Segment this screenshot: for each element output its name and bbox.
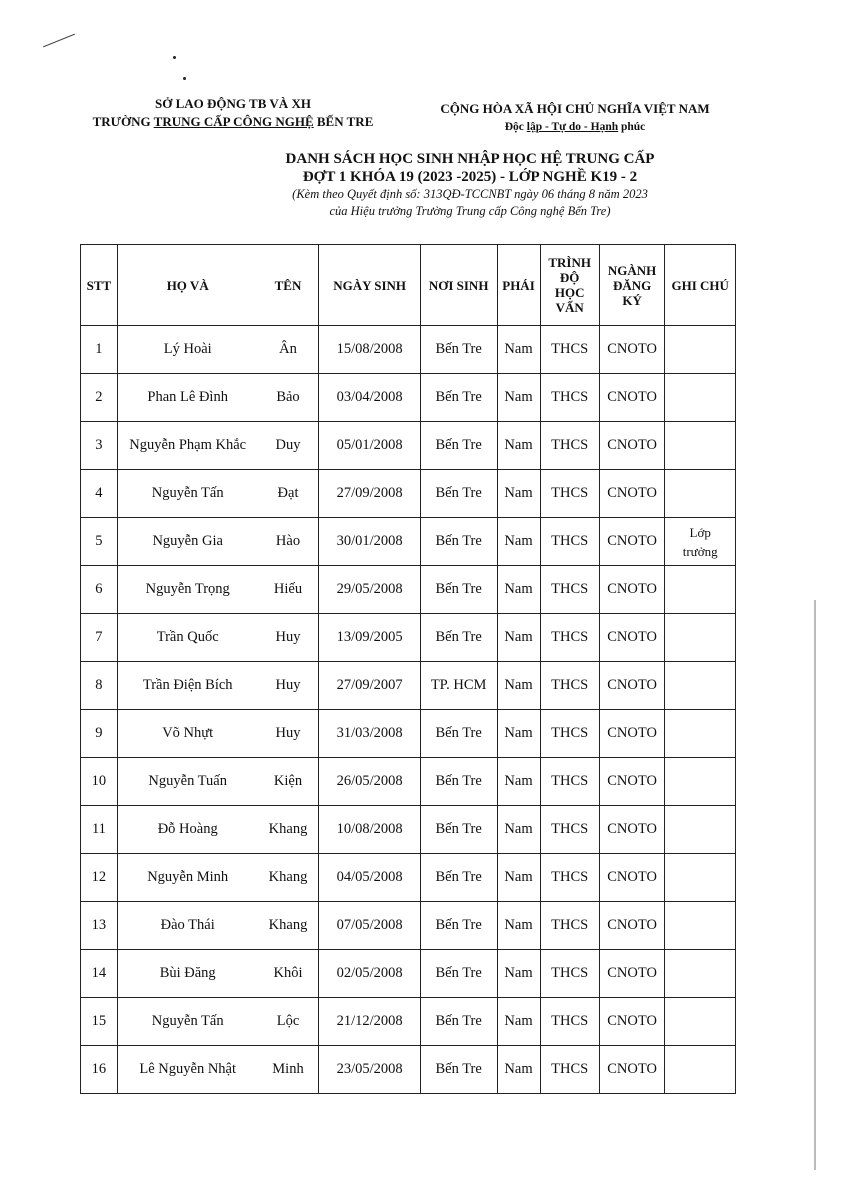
cell-phai: Nam <box>497 662 540 710</box>
cell-ten: Ân <box>258 326 319 374</box>
cell-noi-sinh: Bến Tre <box>420 470 497 518</box>
cell-stt: 6 <box>81 566 118 614</box>
header-nganh-line: KÝ <box>622 292 642 308</box>
cell-ngay-sinh: 29/05/2008 <box>319 566 420 614</box>
cell-ten: Đạt <box>258 470 319 518</box>
cell-ghi-chu <box>665 566 736 614</box>
header-trinh-do-line: ĐỘ <box>559 270 580 285</box>
note-line: trưởng <box>682 543 718 559</box>
header-phai: PHÁI <box>497 245 540 326</box>
header-nganh-line: ĐĂNG <box>612 277 652 293</box>
cell-ho: Phan Lê Đình <box>117 374 257 422</box>
cell-ho: Trần Quốc <box>117 614 257 662</box>
cell-ngay-sinh: 27/09/2008 <box>319 470 420 518</box>
cell-ghi-chu <box>665 518 736 566</box>
cell-nganh: CNOTO <box>599 758 665 806</box>
cell-ngay-sinh: 26/05/2008 <box>319 758 420 806</box>
cell-ten: Khang <box>258 854 319 902</box>
cell-ngay-sinh: 23/05/2008 <box>319 1046 420 1094</box>
cell-stt: 13 <box>81 902 118 950</box>
agency-underlined: TRUNG CẤP CÔNG NGHỆ <box>153 114 314 129</box>
document-title-block <box>200 150 740 220</box>
cell-ho: Bùi Đăng <box>117 950 257 998</box>
cell-trinh-do: THCS <box>540 710 599 758</box>
cell-noi-sinh: Bến Tre <box>420 758 497 806</box>
cell-trinh-do: THCS <box>540 806 599 854</box>
cell-stt: 9 <box>81 710 118 758</box>
table-row <box>81 614 736 662</box>
national-motto <box>425 118 725 136</box>
cell-phai: Nam <box>497 470 540 518</box>
cell-ghi-chu <box>665 662 736 710</box>
cell-noi-sinh: Bến Tre <box>420 518 497 566</box>
cell-ghi-chu <box>665 614 736 662</box>
speck-mark <box>183 77 186 80</box>
header-nganh-line: NGÀNH <box>607 262 657 278</box>
table-row <box>81 1046 736 1094</box>
cell-trinh-do: THCS <box>540 662 599 710</box>
cell-ngay-sinh: 21/12/2008 <box>319 998 420 1046</box>
scan-edge-line <box>814 600 816 1170</box>
speck-mark <box>173 56 176 59</box>
cell-noi-sinh: Bến Tre <box>420 998 497 1046</box>
header-trinh-do-line: VẤN <box>555 300 584 315</box>
cell-stt: 10 <box>81 758 118 806</box>
cell-phai: Nam <box>497 806 540 854</box>
cell-nganh: CNOTO <box>599 374 665 422</box>
cell-ngay-sinh: 15/08/2008 <box>319 326 420 374</box>
cell-nganh: CNOTO <box>599 566 665 614</box>
cell-stt: 2 <box>81 374 118 422</box>
header-ghi-chu: GHI CHÚ <box>665 245 736 326</box>
cell-ten: Kiện <box>258 758 319 806</box>
cell-ghi-chu <box>665 806 736 854</box>
cell-phai: Nam <box>497 566 540 614</box>
cell-nganh: CNOTO <box>599 518 665 566</box>
cell-ho: Nguyễn Trọng <box>117 566 257 614</box>
header-ten: TÊN <box>258 245 319 326</box>
motto-part-c: phúc <box>618 121 646 133</box>
header-ho-va: HỌ VÀ <box>117 245 257 326</box>
cell-ten: Duy <box>258 422 319 470</box>
cell-noi-sinh: Bến Tre <box>420 710 497 758</box>
cell-noi-sinh: Bến Tre <box>420 902 497 950</box>
cell-ghi-chu <box>665 950 736 998</box>
cell-noi-sinh: Bến Tre <box>420 422 497 470</box>
header-trinh-do-hoc-van <box>540 245 599 326</box>
cell-stt: 11 <box>81 806 118 854</box>
cell-ghi-chu <box>665 374 736 422</box>
cell-ten: Khôi <box>258 950 319 998</box>
decision-issuer: của Hiệu trưởng Trường Trung cấp Công nghệ Bến Tre) <box>329 204 611 218</box>
cell-noi-sinh: Bến Tre <box>420 950 497 998</box>
agency-line-1: SỞ LAO ĐỘNG TB VÀ XH <box>155 96 311 111</box>
cell-ngay-sinh: 04/05/2008 <box>319 854 420 902</box>
cell-trinh-do: THCS <box>540 758 599 806</box>
cell-trinh-do: THCS <box>540 950 599 998</box>
cell-nganh: CNOTO <box>599 710 665 758</box>
cell-phai: Nam <box>497 758 540 806</box>
table-row <box>81 950 736 998</box>
cell-phai: Nam <box>497 854 540 902</box>
cell-ten: Hào <box>258 518 319 566</box>
cell-stt: 5 <box>81 518 118 566</box>
cell-nganh: CNOTO <box>599 614 665 662</box>
cell-ghi-chu <box>665 998 736 1046</box>
cell-ho: Đào Thái <box>117 902 257 950</box>
table-row <box>81 326 736 374</box>
national-header <box>425 100 725 136</box>
cell-noi-sinh: Bến Tre <box>420 566 497 614</box>
cell-trinh-do: THCS <box>540 326 599 374</box>
header-stt: STT <box>81 245 118 326</box>
cell-trinh-do: THCS <box>540 374 599 422</box>
cell-trinh-do: THCS <box>540 614 599 662</box>
cell-ngay-sinh: 30/01/2008 <box>319 518 420 566</box>
cell-stt: 3 <box>81 422 118 470</box>
motto-part-b: lập - Tự do - Hạnh <box>526 121 619 133</box>
cell-stt: 12 <box>81 854 118 902</box>
cell-noi-sinh: Bến Tre <box>420 614 497 662</box>
cell-stt: 14 <box>81 950 118 998</box>
cell-nganh: CNOTO <box>599 854 665 902</box>
student-list-table <box>80 244 736 1094</box>
cell-trinh-do: THCS <box>540 470 599 518</box>
cell-phai: Nam <box>497 518 540 566</box>
national-title: CỘNG HÒA XÃ HỘI CHỦ NGHĨA VIỆT NAM <box>440 101 710 116</box>
table-row <box>81 470 736 518</box>
cell-ten: Huy <box>258 662 319 710</box>
cell-phai: Nam <box>497 710 540 758</box>
cell-ngay-sinh: 03/04/2008 <box>319 374 420 422</box>
header-ngay-sinh: NGÀY SINH <box>319 245 420 326</box>
cell-trinh-do: THCS <box>540 854 599 902</box>
cell-ten: Hiếu <box>258 566 319 614</box>
pen-stroke-mark <box>43 34 75 48</box>
cell-nganh: CNOTO <box>599 326 665 374</box>
cell-ten: Bảo <box>258 374 319 422</box>
cell-trinh-do: THCS <box>540 902 599 950</box>
cell-ho: Nguyễn Minh <box>117 854 257 902</box>
header-nganh-dang-ky <box>599 245 665 326</box>
table-row <box>81 806 736 854</box>
cell-stt: 7 <box>81 614 118 662</box>
cell-ngay-sinh: 07/05/2008 <box>319 902 420 950</box>
table-row <box>81 518 736 566</box>
table-row <box>81 758 736 806</box>
cell-noi-sinh: Bến Tre <box>420 374 497 422</box>
cell-nganh: CNOTO <box>599 422 665 470</box>
cell-phai: Nam <box>497 1046 540 1094</box>
cell-ngay-sinh: 31/03/2008 <box>319 710 420 758</box>
cell-ten: Khang <box>258 902 319 950</box>
cell-ten: Huy <box>258 710 319 758</box>
cell-nganh: CNOTO <box>599 902 665 950</box>
cell-ngay-sinh: 13/09/2005 <box>319 614 420 662</box>
cell-trinh-do: THCS <box>540 998 599 1046</box>
agency-line-2 <box>78 113 388 131</box>
cell-ghi-chu <box>665 470 736 518</box>
cell-ho: Nguyễn Tấn <box>117 998 257 1046</box>
cell-ghi-chu <box>665 710 736 758</box>
table-row <box>81 422 736 470</box>
agency-prefix: TRƯỜNG <box>92 114 154 129</box>
cell-ho: Lê Nguyễn Nhật <box>117 1046 257 1094</box>
decision-reference: (Kèm theo Quyết định số: 313QĐ-TCCNBT ngày 06 tháng 8 năm 2023 <box>292 187 648 201</box>
cell-phai: Nam <box>497 326 540 374</box>
note-line: Lớp <box>689 524 711 540</box>
cell-ghi-chu <box>665 326 736 374</box>
table-row <box>81 662 736 710</box>
cell-trinh-do: THCS <box>540 422 599 470</box>
cell-ngay-sinh: 10/08/2008 <box>319 806 420 854</box>
cell-noi-sinh: Bến Tre <box>420 1046 497 1094</box>
cell-trinh-do: THCS <box>540 566 599 614</box>
motto-part-a: Độc <box>504 121 527 133</box>
cell-stt: 15 <box>81 998 118 1046</box>
cell-phai: Nam <box>497 998 540 1046</box>
header-trinh-do-line: TRÌNH <box>548 255 591 270</box>
cell-ho: Võ Nhựt <box>117 710 257 758</box>
cell-ho: Đỗ Hoàng <box>117 806 257 854</box>
cell-ngay-sinh: 02/05/2008 <box>319 950 420 998</box>
cell-ten: Khang <box>258 806 319 854</box>
cell-nganh: CNOTO <box>599 470 665 518</box>
cell-ho: Nguyễn Phạm Khắc <box>117 422 257 470</box>
cell-nganh: CNOTO <box>599 806 665 854</box>
table-row <box>81 710 736 758</box>
table-row <box>81 902 736 950</box>
cell-phai: Nam <box>497 902 540 950</box>
cell-ten: Minh <box>258 1046 319 1094</box>
header-noi-sinh: NƠI SINH <box>420 245 497 326</box>
cell-stt: 4 <box>81 470 118 518</box>
table-header-row <box>81 245 736 326</box>
table-row <box>81 374 736 422</box>
cell-ho: Nguyễn Tuấn <box>117 758 257 806</box>
cell-ngay-sinh: 27/09/2007 <box>319 662 420 710</box>
table-row <box>81 854 736 902</box>
cell-trinh-do: THCS <box>540 518 599 566</box>
agency-suffix: BẾN TRE <box>313 114 374 129</box>
cell-nganh: CNOTO <box>599 662 665 710</box>
cell-phai: Nam <box>497 950 540 998</box>
cell-phai: Nam <box>497 374 540 422</box>
header-trinh-do-line: HỌC <box>554 285 585 300</box>
cell-ho: Nguyễn Tấn <box>117 470 257 518</box>
cell-ghi-chu <box>665 422 736 470</box>
cell-ghi-chu <box>665 854 736 902</box>
cell-trinh-do: THCS <box>540 1046 599 1094</box>
issuing-agency-header <box>78 95 388 131</box>
cell-ngay-sinh: 05/01/2008 <box>319 422 420 470</box>
cell-nganh: CNOTO <box>599 950 665 998</box>
cell-noi-sinh: Bến Tre <box>420 326 497 374</box>
cell-stt: 1 <box>81 326 118 374</box>
cell-nganh: CNOTO <box>599 998 665 1046</box>
cell-noi-sinh: TP. HCM <box>420 662 497 710</box>
cell-phai: Nam <box>497 614 540 662</box>
cell-ho: Lý Hoài <box>117 326 257 374</box>
table-row <box>81 566 736 614</box>
cell-ho: Nguyễn Gia <box>117 518 257 566</box>
cell-stt: 16 <box>81 1046 118 1094</box>
cell-ten: Lộc <box>258 998 319 1046</box>
cell-phai: Nam <box>497 422 540 470</box>
document-subtitle: ĐỢT 1 KHÓA 19 (2023 -2025) - LỚP NGHỀ K19 - 2 <box>302 169 638 185</box>
cell-ghi-chu <box>665 758 736 806</box>
cell-stt: 8 <box>81 662 118 710</box>
cell-ho: Trần Điện Bích <box>117 662 257 710</box>
document-title: DANH SÁCH HỌC SINH NHẬP HỌC HỆ TRUNG CẤP <box>285 151 655 167</box>
cell-ghi-chu <box>665 902 736 950</box>
cell-noi-sinh: Bến Tre <box>420 806 497 854</box>
cell-noi-sinh: Bến Tre <box>420 854 497 902</box>
cell-ghi-chu <box>665 1046 736 1094</box>
table-row <box>81 998 736 1046</box>
cell-ten: Huy <box>258 614 319 662</box>
cell-nganh: CNOTO <box>599 1046 665 1094</box>
